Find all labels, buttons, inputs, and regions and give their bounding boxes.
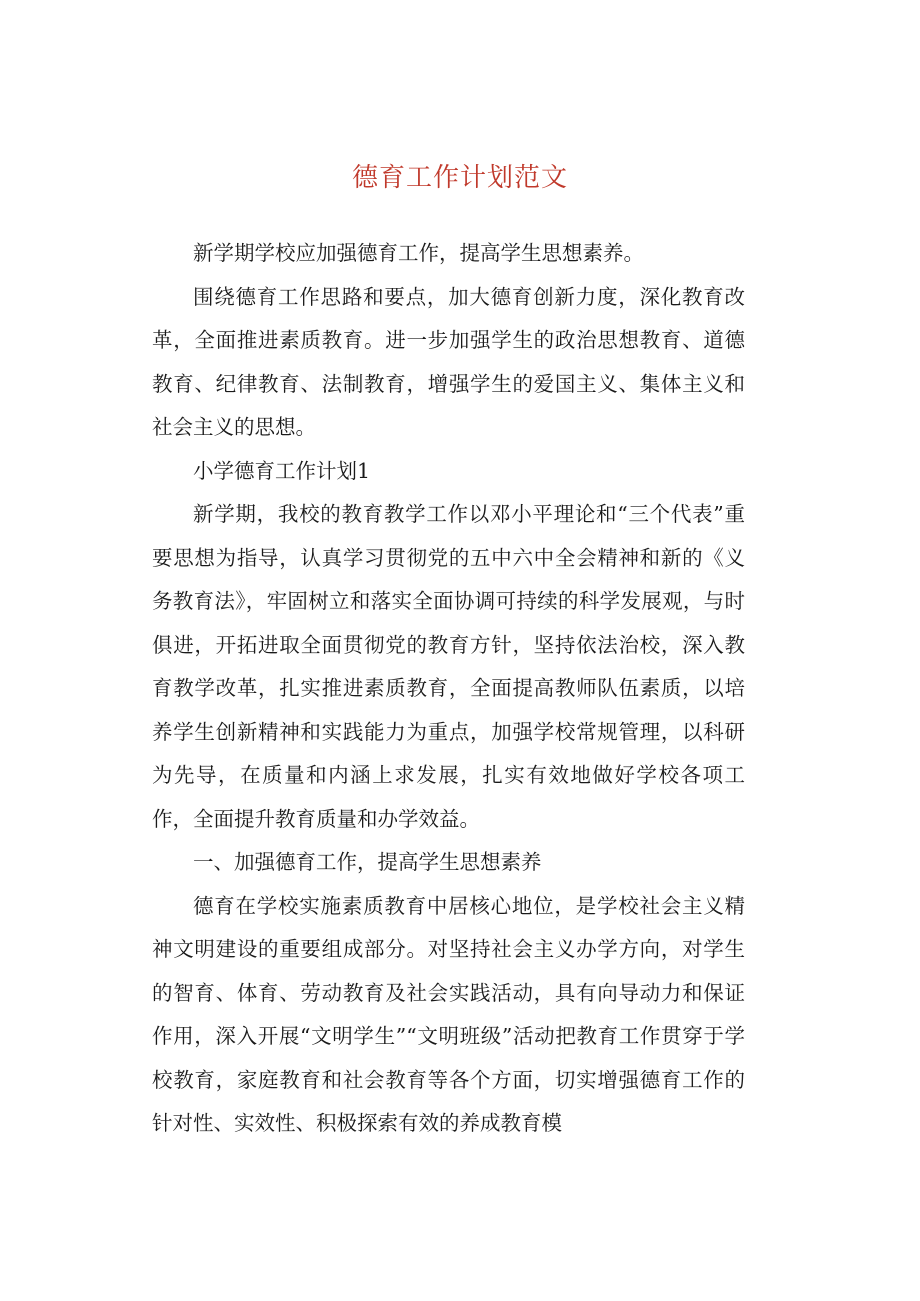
paragraph-approach: 围绕德育工作思路和要点，加大德育创新力度，深化教育改革，全面推进素质教育。进一步加强学生的政治思想教育、道德教育、纪律教育、法制教育，增强学生的爱国主义、集体主义和社会主义的思想。 xyxy=(152,284,745,439)
document-body xyxy=(152,232,745,1146)
paragraph-moral-education: 德育在学校实施素质教育中居核心地位，是学校社会主义精神文明建设的重要组成部分。对坚持社会主义办学方向，对学生的智育、体育、劳动教育及社会实践活动，具有向导动力和保证作用，深入开展“文明学生”“文明班级”活动把教育工作贯穿于学校教育，家庭教育和社会教育等各个方面，切实增强德育工作的针对性、实效性、积极探索有效的养成教育模 xyxy=(152,893,745,1135)
section-heading-moral-education: 一、加强德育工作，提高学生思想素养 xyxy=(193,850,542,874)
paragraph-intro: 新学期学校应加强德育工作，提高学生思想素养。 xyxy=(193,241,644,265)
paragraph-guiding-principle: 新学期，我校的教育教学工作以邓小平理论和“三个代表”重要思想为指导，认真学习贯彻党的五中六中全会精神和新的《义务教育法》，牢固树立和落实全面协调可持续的科学发展观，与时俱进，开拓进取全面贯彻党的教育方针，坚持依法治校，深入教育教学改革，扎实推进素质教育，全面提高教师队伍素质，以培养学生创新精神和实践能力为重点，加强学校常规管理，以科研为先导，在质量和内涵上求发展，扎实有效地做好学校各项工作，全面提升教育质量和办学效益。 xyxy=(152,502,745,831)
document-title: 德育工作计划范文 xyxy=(351,163,568,193)
section-heading-plan-1: 小学德育工作计划1 xyxy=(193,458,371,483)
